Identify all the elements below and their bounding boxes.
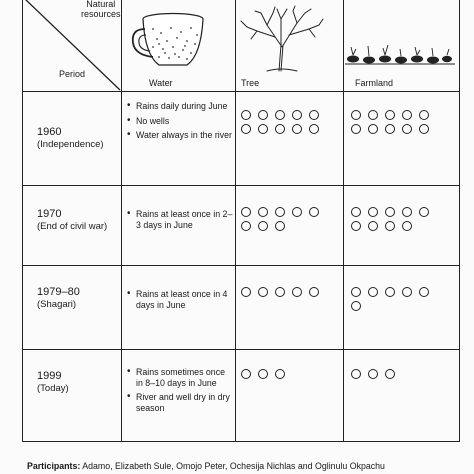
- period-label: Period: [59, 69, 86, 79]
- farmland-count-circle: [385, 207, 395, 217]
- tree-count-circle: [275, 207, 285, 217]
- farmland-icon: [331, 37, 457, 69]
- tree-count-circle: [258, 221, 268, 231]
- farmland-count-circle: [351, 110, 361, 120]
- farmland-count-circle: [385, 287, 395, 297]
- period-year: 1979–80: [37, 286, 80, 298]
- tree-count-circle: [275, 110, 285, 120]
- natural-resources-label: Natural resources: [81, 0, 121, 19]
- tree-count-circle: [292, 207, 302, 217]
- water-notes-1970: [127, 209, 233, 234]
- tree-count-circle: [258, 369, 268, 379]
- farmland-count-circle: [385, 369, 395, 379]
- farmland-count-circle: [402, 110, 412, 120]
- tree-count-circle: [241, 287, 251, 297]
- farmland-count-circle: [351, 369, 361, 379]
- tree-count-circle: [309, 124, 319, 134]
- farmland-count-circle: [368, 124, 378, 134]
- farmland-count-circle: [351, 301, 361, 311]
- farmland-count-circle: [368, 221, 378, 231]
- period-note: (Today): [37, 383, 69, 394]
- farmland-count-circle: [351, 207, 361, 217]
- tree-count-circle: [258, 207, 268, 217]
- farmland-count-circle: [419, 207, 429, 217]
- row-divider: [23, 265, 459, 266]
- farmland-count-circle: [351, 221, 361, 231]
- participants-label: Participants:: [27, 461, 81, 471]
- farmland-count-circle: [351, 124, 361, 134]
- participants-footer: [27, 461, 385, 471]
- tree-count-circle: [275, 287, 285, 297]
- water-notes-1979-80: [127, 289, 233, 314]
- tree-circles-1970: [241, 207, 322, 231]
- tree-count-circle: [241, 110, 251, 120]
- water-note-item: • Rains at least once in 2–3 days in June: [127, 209, 233, 230]
- water-column-header: Water: [149, 78, 173, 88]
- period-note: (Shagari): [37, 299, 77, 310]
- farmland-column-header: Farmland: [355, 78, 394, 88]
- tree-count-circle: [309, 287, 319, 297]
- farmland-count-circle: [368, 287, 378, 297]
- farmland-count-circle: [385, 221, 395, 231]
- farmland-count-circle: [419, 110, 429, 120]
- farmland-count-circle: [368, 207, 378, 217]
- period-year: 1970: [37, 208, 62, 220]
- water-note-item: • Rains daily during June: [127, 101, 233, 112]
- water-note-item: • River and well dry in dry season: [127, 392, 233, 413]
- tree-count-circle: [241, 369, 251, 379]
- tree-count-circle: [275, 369, 285, 379]
- tree-count-circle: [292, 110, 302, 120]
- period-note: (End of civil war): [37, 221, 108, 232]
- farmland-circles-1970: [351, 207, 432, 231]
- tree-count-circle: [275, 221, 285, 231]
- tree-count-circle: [241, 221, 251, 231]
- tree-count-circle: [241, 124, 251, 134]
- tree-column-header: Tree: [241, 78, 260, 88]
- period-year: 1960: [37, 126, 62, 138]
- farmland-count-circle: [402, 124, 412, 134]
- row-divider: [23, 185, 459, 186]
- farmland-count-circle: [402, 221, 412, 231]
- tree-count-circle: [241, 207, 251, 217]
- tree-count-circle: [258, 287, 268, 297]
- farmland-count-circle: [402, 287, 412, 297]
- period-year: 1999: [37, 370, 62, 382]
- water-notes-1999: [127, 367, 233, 417]
- row-divider: [23, 91, 459, 92]
- tree-icon: [237, 5, 327, 75]
- tree-count-circle: [292, 287, 302, 297]
- farmland-circles-1960: [351, 110, 432, 134]
- tree-count-circle: [258, 110, 268, 120]
- farmland-count-circle: [385, 124, 395, 134]
- farmland-count-circle: [351, 287, 361, 297]
- tree-count-circle: [292, 124, 302, 134]
- water-note-item: • Rains sometimes once in 8–10 days in June: [127, 367, 233, 388]
- tree-circles-1979-80: [241, 287, 322, 297]
- participants-names: Adamo, Elizabeth Sule, Omojo Peter, Ochesija Nichlas and Oglinulu Okpachu: [82, 461, 385, 471]
- tree-circles-1999: [241, 369, 322, 379]
- farmland-count-circle: [368, 110, 378, 120]
- farmland-circles-1979-80: [351, 287, 432, 311]
- farmland-circles-1999: [351, 369, 432, 379]
- period-note: (Independence): [37, 139, 104, 150]
- tree-count-circle: [309, 207, 319, 217]
- tree-count-circle: [309, 110, 319, 120]
- farmland-count-circle: [402, 207, 412, 217]
- period-1999: [37, 371, 127, 394]
- farmland-count-circle: [419, 287, 429, 297]
- farmland-count-circle: [385, 110, 395, 120]
- water-note-item: • Rains at least once in 4 days in June: [127, 289, 233, 310]
- tree-count-circle: [258, 124, 268, 134]
- water-notes-1960: [127, 101, 233, 145]
- tree-count-circle: [275, 124, 285, 134]
- water-note-item: • Water always in the river: [127, 130, 233, 141]
- cup-icon: [129, 11, 209, 73]
- period-1970: [37, 209, 127, 232]
- farmland-count-circle: [419, 124, 429, 134]
- period-1960: [37, 127, 127, 150]
- resource-table: [22, 0, 460, 442]
- farmland-count-circle: [368, 369, 378, 379]
- tree-circles-1960: [241, 110, 322, 134]
- row-divider: [23, 349, 459, 350]
- water-note-item: • No wells: [127, 116, 233, 127]
- column-divider: [235, 0, 236, 441]
- period-1979-80: [37, 287, 127, 310]
